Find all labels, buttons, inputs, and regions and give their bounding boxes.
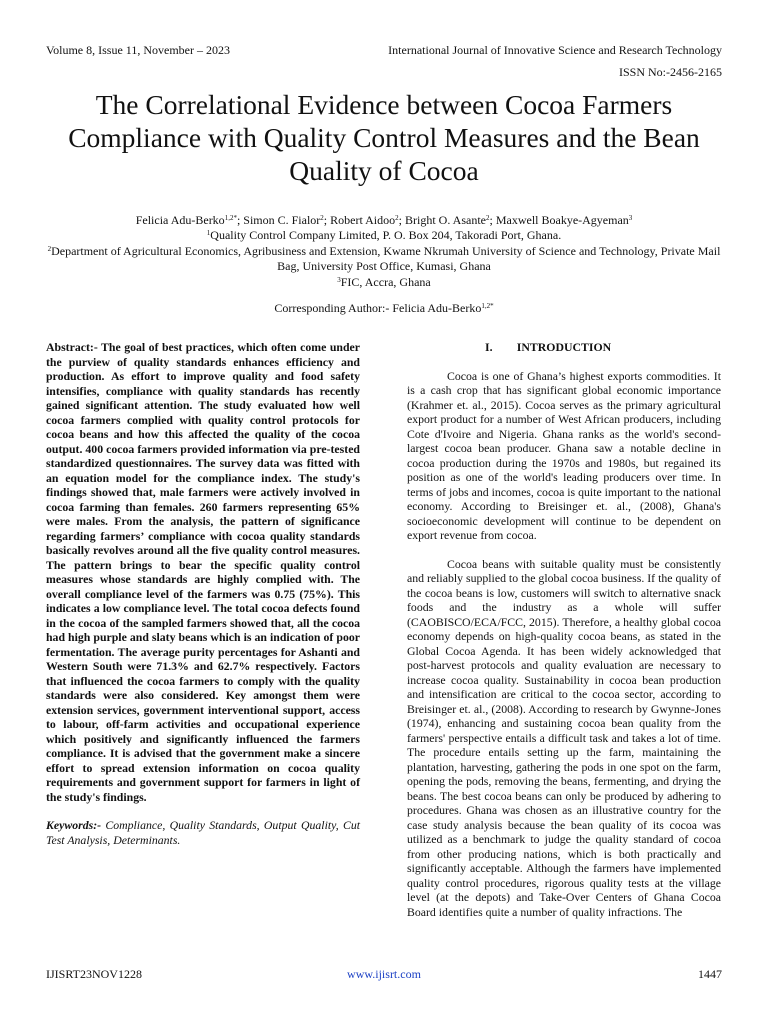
keywords-text: Compliance, Quality Standards, Output Quality, Cut Test Analysis, Determinants. <box>46 818 360 847</box>
right-column <box>407 340 721 919</box>
section-title: INTRODUCTION <box>516 340 612 354</box>
issn-number: ISSN No:-2456-2165 <box>618 65 722 79</box>
affiliation-text: Quality Control Company Limited, P. O. Box 204, Takoradi Port, Ghana. <box>210 228 562 243</box>
corresponding-author-sup: 1,2* <box>481 302 494 310</box>
author-affiliation-sup: 2 <box>485 214 490 222</box>
journal-name: International Journal of Innovative Science and Research Technology <box>388 43 722 57</box>
journal-website-link[interactable]: www.ijisrt.com <box>347 967 421 981</box>
affiliation-list <box>40 228 728 290</box>
corresponding-author-label: Corresponding Author:- Felicia Adu-Berko <box>274 301 482 315</box>
abstract: Abstract:- The goal of best practices, which often come under the purview of quality standards enhances efficiency and production. As effort to improve quality and food safety intensifies, compliance with quality standards has recently gained significant attention. The study evaluated how well cocoa farmers complied with quality control protocols for cocoa beans and how this affected the quality of the cocoa output. 400 cocoa farmers provided information via pre-tested standardized questionnaires. The survey data was fitted with an equation model for the compliance index. The study's findings showed that, male farmers were actively involved in cocoa farming than females. 260 farmers representing 65% were males. From the analysis, the pattern of significance regarding farmers’ compliance with cocoa quality standards basically revolves around all the five quality control measures. The pattern brings to bear the specific quality control measures whose standards are highly complied with. The overall compliance level of the farmers was 0.75 (75%). This indicates a low compliance level. The total cocoa defects found in the cocoa of the sampled farmers showed that, all the cocoa had high purple and slaty beans which is an indication of poor fermentation. The average purity percentages for Ashanti and Western South were 71.3% and 62.7% respectively. Factors that influenced the cocoa farmers to comply with the quality standards were also considered. Key amongst them were extension services, government interventional support, access to labour, off-farm activities and occupational experience which positively and significantly influenced the farmers compliance. It is advised that the government make a sincere effort to spread extension information on cocoa quality requirements and government support for farmers in light of the study's findings. <box>46 340 360 804</box>
author-name: Maxwell Boakye-Agyeman <box>495 213 629 227</box>
page-number: 1447 <box>698 967 722 981</box>
author-name: Simon C. Fialor <box>243 213 321 227</box>
section-number: I. <box>485 340 493 354</box>
author-affiliation-sup: 2 <box>395 214 399 222</box>
affiliation-text: FIC, Accra, Ghana <box>340 274 431 289</box>
author-name: Felicia Adu-Berko <box>135 213 225 227</box>
affiliation-sup: 2 <box>47 244 52 253</box>
affiliation <box>40 244 728 275</box>
author-separator: ; <box>236 213 244 227</box>
author-affiliation-sup: 3 <box>628 214 633 222</box>
intro-paragraph-2: Cocoa beans with suitable quality must be consistently and reliably supplied to the global cocoa business. If the quality of the cocoa beans is low, customers will switch to alternative snack foods and the industry as a whole will suffer (CAOBISCO/ECA/FCC, 2015). Therefore, a healthy global cocoa economy depends on high-quality cocoa beans, as stated in the Global Cocoa Agenda. It has been widely acknowledged that post-harvest protocols and quality evaluation are necessary to increase cocoa quality. Sustainability in cocoa bean production and intensification are critical to the cocoa sector, according to Breisinger et. al., (2008). According to research by Gwynne-Jones (1974), enhancing and sustaining cocoa bean quality from the farmers' perspective entails a difficult task and takes a lot of time. The procedure entails setting up the farm, maintaining the plantation, harvesting, gathering the pods in one spot on the farm, opening the pods, removing the beans, fermenting, and drying the beans. The best cocoa beans can only be produced by adhering to procedures. Ghana was chosen as an illustrative country for the case study analysis because the bean quality of its cocoa was utilized as a benchmark to judge the quality standard of cocoa from other producing nations, which is both practically and significantly acceptable. Although the farmers have implemented quality control procedures, rigorous quality tests at the village level (at the depots) and Take-Over Centers of Ghana Cocoa Board identifies quite a number of quality infractions. The <box>407 556 721 919</box>
keywords-label: Keywords:- <box>46 818 102 832</box>
author-name: Bright O. Asante <box>404 213 486 227</box>
affiliation-sup: 1 <box>206 229 211 238</box>
author-affiliation-sup: 1,2* <box>224 214 237 222</box>
affiliation <box>40 275 728 290</box>
intro-paragraph-1: Cocoa is one of Ghana’s highest exports commodities. It is a cash crop that has significant global economic importance (Krahmer et. al., 2015). Cocoa serves as the primary agricultural export product for a number of West African producers, including Cote d'Ivoire and Nigeria. Ghana ranks as the world's second-largest cocoa bean producer. Ghana saw a notable decline in cocoa production during the 1970s and 1980s, but regained its position as one of the world's leading producers over time. In terms of jobs and incomes, cocoa is quite important to the national economy. According to Breisinger et. al., (2008), Ghana's socioeconomic development will continue to be dependent on export revenue from cocoa. <box>407 368 721 542</box>
left-column <box>46 340 360 847</box>
affiliation <box>40 228 728 243</box>
author-name: Robert Aidoo <box>330 213 396 227</box>
paper-id: IJISRT23NOV1228 <box>46 967 142 981</box>
affiliation-sup: 3 <box>337 275 341 284</box>
author-separator: ; <box>398 213 405 227</box>
section-heading <box>407 340 721 355</box>
journal-volume-info: Volume 8, Issue 11, November – 2023 <box>46 43 230 57</box>
keywords <box>46 818 360 847</box>
paper-title: The Correlational Evidence between Cocoa Farmers Compliance with Quality Control Measures and the Bean Quality of Cocoa <box>68 89 700 186</box>
author-block <box>40 213 728 290</box>
author-separator: ; <box>489 213 496 227</box>
author-separator: ; <box>323 213 331 227</box>
affiliation-text: Department of Agricultural Economics, Agribusiness and Extension, Kwame Nkrumah University of Science and Technology, Private Mail Bag, University Post Office, Kumasi, Ghana <box>51 243 721 274</box>
corresponding-author <box>40 301 728 316</box>
author-affiliation-sup: 2 <box>320 214 324 222</box>
author-list <box>40 213 728 228</box>
